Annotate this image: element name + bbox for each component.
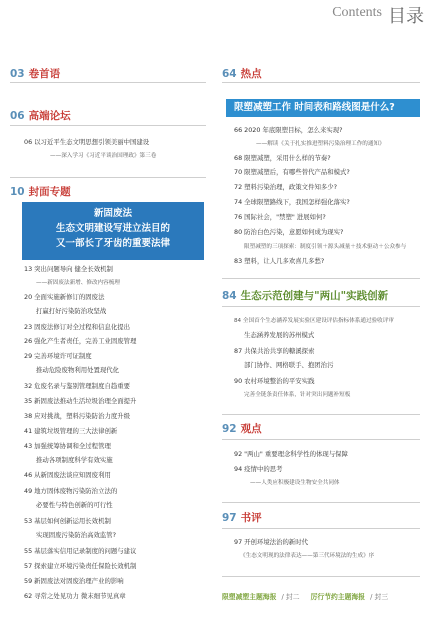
toc-entry[interactable]: 49 地方固体废物污染防治立法的 [24,487,118,495]
toc-entry[interactable]: 72 塑料污染治理，政策文件知多少? [234,183,338,191]
toc-entry[interactable]: 57 探索建立环境污染责任保险长效机制 [24,562,137,570]
hot-banner: 限塑减塑工作 时间表和路线图是什么? [226,99,420,117]
section-title: 观点 [240,423,262,435]
toc-subentry: 完善全链条责任体系，针对突出问题补短板 [244,392,351,398]
poster-a[interactable]: 限塑减塑主题海报 [222,593,277,601]
section-title: 生态示范创建与"两山"实践创新 [240,290,389,302]
section-number: 03 [10,68,25,80]
poster-b[interactable]: 厉行节约主题海报 [310,593,365,601]
section-title: 书评 [240,512,262,524]
section-title: 高端论坛 [28,110,71,122]
divider [222,528,420,529]
toc-entry[interactable]: 66 2020 年底限塑目标，怎么来实现? [234,126,343,134]
toc-subentry: 部门协作、网格联手、抱团治污 [244,361,334,369]
toc-subentry: ——解读《关于扎实推进塑料污染治理工作的通知》 [256,141,385,147]
poster-b-suffix: / 封三 [370,593,389,601]
divider [10,125,206,126]
toc-entry[interactable]: 32 危废名录与鉴别管理制度自趋重要 [24,382,131,390]
section-number: 64 [222,68,237,80]
toc-entry[interactable]: 23 固废法修订对全过程和信息化提出 [24,323,131,331]
toc-subentry: ——人类应积极建设生物安全共同体 [250,480,340,486]
contents-word: Contents [332,5,382,20]
toc-entry[interactable]: 94 疫情中的思考 [234,465,283,473]
toc-entry[interactable]: 41 建筑垃圾管理的三大法律创新 [24,427,118,435]
section-64[interactable] [222,66,420,81]
toc-entry[interactable]: 20 全面实施新修订的固废法 [24,293,105,301]
banner-line: 新固废法 [93,208,132,219]
toc-subentry: 必要性与特色创新的可行性 [36,501,113,509]
toc-entry[interactable]: 83 塑料，让人几多欢喜几多愁? [234,257,325,265]
toc-entry[interactable]: 13 突出问题导向 健全长效机制 [24,265,113,273]
section-03[interactable] [10,66,206,81]
toc-subentry: 推动各项制度科学有效实施 [36,456,113,464]
toc-entry[interactable]: 43 加强统筹协调和全过程管理 [24,442,111,450]
section-title: 卷首语 [28,68,61,80]
toc-entry[interactable]: 06 以习近平生态文明思想引领美丽中国建设 [24,138,150,146]
toc-entry[interactable]: 26 强化产生者责任，完善工业固废管理 [24,337,137,345]
toc-entry[interactable]: 92 "两山" 重要理念科学性的体现与保障 [234,450,348,458]
toc-entry[interactable]: 53 基层如何创新运用长效机制 [24,517,111,525]
toc-entry[interactable]: 62 寻常之处见功力 微末细节见真章 [24,592,126,600]
divider [222,414,420,415]
section-92[interactable] [222,421,420,436]
divider [222,439,420,440]
toc-entry[interactable]: 29 完善环境许可证制度 [24,352,92,360]
toc-subentry: ——新固废法新增、修改内容梳理 [36,280,120,286]
divider [10,177,206,178]
section-number: 10 [10,186,25,198]
toc-entry[interactable]: 55 基层落实信用记录制度的问题与建议 [24,547,137,555]
section-number: 06 [10,110,25,122]
toc-subentry: 实现固废污染防治高效监管? [36,531,117,539]
section-number: 97 [222,512,237,524]
banner-line: 又一部长了牙齿的重要法律 [55,238,170,249]
toc-entry[interactable]: 70 限塑减塑后，有哪些替代产品和模式? [234,168,350,176]
section-title: 封面专题 [28,186,71,198]
toc-subentry: 《生态文明现的法律表达——第三代环境法的生成》序 [240,553,375,559]
toc-entry[interactable]: 68 限塑减塑，采用什么样的节奏? [234,154,331,162]
toc-entry[interactable]: 74 全球限塑路线下，我国怎样强化落实? [234,198,350,206]
toc-subentry: 限塑减塑的三项探索：制度引领＋源头减量＋技术驱动＋公众参与 [244,244,407,250]
toc-entry[interactable]: 76 国际社会，"禁塑" 进展如何? [234,213,326,221]
toc-entry[interactable]: 87 共保共治共享的糖溪探索 [234,347,315,355]
toc-entry[interactable]: 46 从新固废法谈应知固废利用 [24,471,111,479]
page-header [0,0,430,28]
toc-entry[interactable]: 35 新固废法推动生活垃圾治理全面提升 [24,397,137,405]
poster-bar [222,584,420,604]
divider [222,306,420,307]
divider [222,82,420,83]
section-06[interactable] [10,108,206,123]
toc-entry[interactable]: 90 农村环境整治的平安实践 [234,377,315,385]
toc-subentry: 打赢打好污染防治攻坚战 [36,307,107,315]
section-97[interactable] [222,510,420,525]
divider [222,576,420,577]
contents-cn: 目录 [388,6,424,27]
divider [222,278,420,279]
toc-entry[interactable]: 80 防治白色污染，意愿如何成为现实? [234,228,344,236]
poster-a-suffix: / 封二 [281,593,300,601]
toc-subentry: 生态涵养发展的苏州模式 [244,331,315,339]
section-number: 92 [222,423,237,435]
section-title: 热点 [240,68,262,80]
section-number: 84 [222,290,237,302]
cover-banner [22,202,204,260]
toc-subentry: ——深入学习《习近平谈治国理政》第三卷 [50,153,157,159]
toc-subentry: 推动危险废物利用处置现代化 [36,366,120,374]
section-10[interactable] [10,184,206,199]
toc-entry[interactable]: 97 开创环境法治的新时代 [234,538,309,546]
section-84[interactable] [222,288,420,303]
divider [222,502,420,503]
banner-line: 生态文明建设写进立法目的 [55,223,170,234]
toc-entry[interactable]: 38 应对挑战，塑料污染防治力度升级 [24,412,131,420]
toc-entry[interactable]: 84 全国首个生态涵养发展实验区建设评估指标体系通过验收评审 [234,318,394,324]
divider [10,82,206,83]
toc-entry[interactable]: 59 新固废法对固废治理产业的影响 [24,577,124,585]
